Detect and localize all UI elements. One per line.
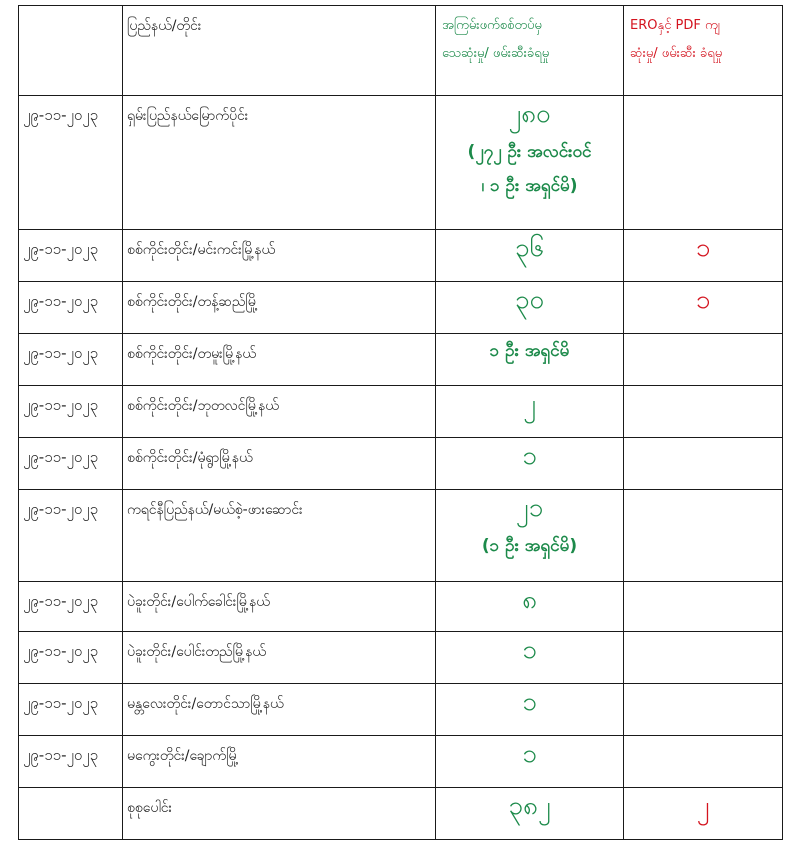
row-junta-value: ၁	[436, 684, 624, 736]
row-junta-value: ၃၀	[436, 282, 624, 334]
row-ero-value: ၁	[624, 282, 783, 334]
row-date: ၂၉-၁၁-၂၀၂၃	[23, 694, 99, 712]
total-label: စုစုပေါင်း	[127, 800, 173, 816]
table-row	[19, 386, 783, 438]
row-junta-value: ၂၁ (၁ ဦး အရှင်မိ)	[436, 490, 624, 582]
row-location: ပဲခူးတိုင်း/ပေါက်ခေါင်းမြို့နယ်	[127, 594, 270, 610]
row-ero-value	[624, 386, 783, 438]
row-junta-value: ၁	[436, 632, 624, 684]
header-ero-pdf-casualties: EROနှင့် PDF ကျ ဆုံးမှု/ ဖမ်းဆီး ခံရမှု	[630, 18, 723, 61]
header-ero-pdf-casualties-cell	[624, 6, 783, 96]
row-location: ပဲခူးတိုင်း/ပေါင်းတည်မြို့နယ်	[127, 644, 266, 660]
row-junta-value: ၂၈၀ (၂၇၂ ဦး အလင်းဝင် ၊ ၁ ဦး အရှင်မိ)	[436, 96, 624, 230]
table-row	[19, 736, 783, 788]
row-date: ၂၉-၁၁-၂၀၂၃	[23, 500, 99, 518]
table-row	[19, 96, 783, 230]
header-junta-casualties: အကြမ်းဖက်စစ်တပ်မှ သေဆုံးမှု/ ဖမ်းဆီးခံရမှု	[442, 18, 550, 61]
header-date-cell	[19, 6, 123, 96]
table-row	[19, 632, 783, 684]
casualty-table	[18, 5, 783, 840]
table-row	[19, 438, 783, 490]
row-ero-value	[624, 632, 783, 684]
table-row	[19, 490, 783, 582]
row-date: ၂၉-၁၁-၂၀၂၃	[23, 592, 99, 610]
row-junta-value: ၈	[436, 582, 624, 632]
row-date: ၂၉-၁၁-၂၀၂၃	[23, 448, 99, 466]
row-location: စစ်ကိုင်းတိုင်း/ဘုတလင်မြို့နယ်	[127, 398, 279, 414]
row-location: မကွေးတိုင်း/ချောက်မြို့	[127, 748, 239, 764]
row-junta-value: ၁ ဦး အရှင်မိ	[436, 334, 624, 386]
row-location: စစ်ကိုင်းတိုင်း/မင်းကင်းမြို့နယ်	[127, 242, 276, 258]
header-row	[19, 6, 783, 96]
row-location: စစ်ကိုင်းတိုင်း/တမူးမြို့နယ်	[127, 346, 256, 362]
row-junta-value: ၁	[436, 438, 624, 490]
row-ero-value	[624, 490, 783, 582]
row-location: ရှမ်းပြည်နယ်မြောက်ပိုင်း	[127, 108, 249, 124]
total-row	[19, 788, 783, 840]
row-ero-value	[624, 96, 783, 230]
row-junta-value: ၁	[436, 736, 624, 788]
row-date: ၂၉-၁၁-၂၀၂၃	[23, 292, 99, 310]
header-junta-casualties-cell	[436, 6, 624, 96]
row-location: စစ်ကိုင်းတိုင်း/မုံရွာမြို့နယ်	[127, 450, 253, 466]
row-date: ၂၉-၁၁-၂၀၂၃	[23, 396, 99, 414]
table-row	[19, 230, 783, 282]
row-location: စစ်ကိုင်းတိုင်း/တန့်ဆည်မြို့	[127, 294, 258, 310]
row-date: ၂၉-၁၁-၂၀၂၃	[23, 344, 99, 362]
table-row	[19, 282, 783, 334]
header-location: ပြည်နယ်/တိုင်း	[127, 18, 202, 34]
row-date: ၂၉-၁၁-၂၀၂၃	[23, 642, 99, 660]
row-ero-value	[624, 438, 783, 490]
total-junta-value: ၃၈၂	[436, 788, 624, 840]
total-ero-value: ၂	[624, 788, 783, 840]
row-date: ၂၉-၁၁-၂၀၂၃	[23, 106, 99, 124]
total-date	[19, 788, 122, 798]
row-ero-value	[624, 684, 783, 736]
row-date: ၂၉-၁၁-၂၀၂၃	[23, 240, 99, 258]
row-junta-value: ၂	[436, 386, 624, 438]
table-row	[19, 334, 783, 386]
row-location: ကရင်နီပြည်နယ်/မယ်စဲ့-ဖားဆောင်း	[127, 502, 303, 518]
row-junta-value: ၃၆	[436, 230, 624, 282]
table-row	[19, 684, 783, 736]
header-location-cell	[123, 6, 436, 96]
row-date: ၂၉-၁၁-၂၀၂၃	[23, 746, 99, 764]
row-ero-value	[624, 582, 783, 632]
row-ero-value	[624, 334, 783, 386]
row-ero-value: ၁	[624, 230, 783, 282]
row-ero-value	[624, 736, 783, 788]
row-location: မန္တလေးတိုင်း/တောင်သာမြို့နယ်	[127, 696, 284, 712]
table-row	[19, 582, 783, 632]
